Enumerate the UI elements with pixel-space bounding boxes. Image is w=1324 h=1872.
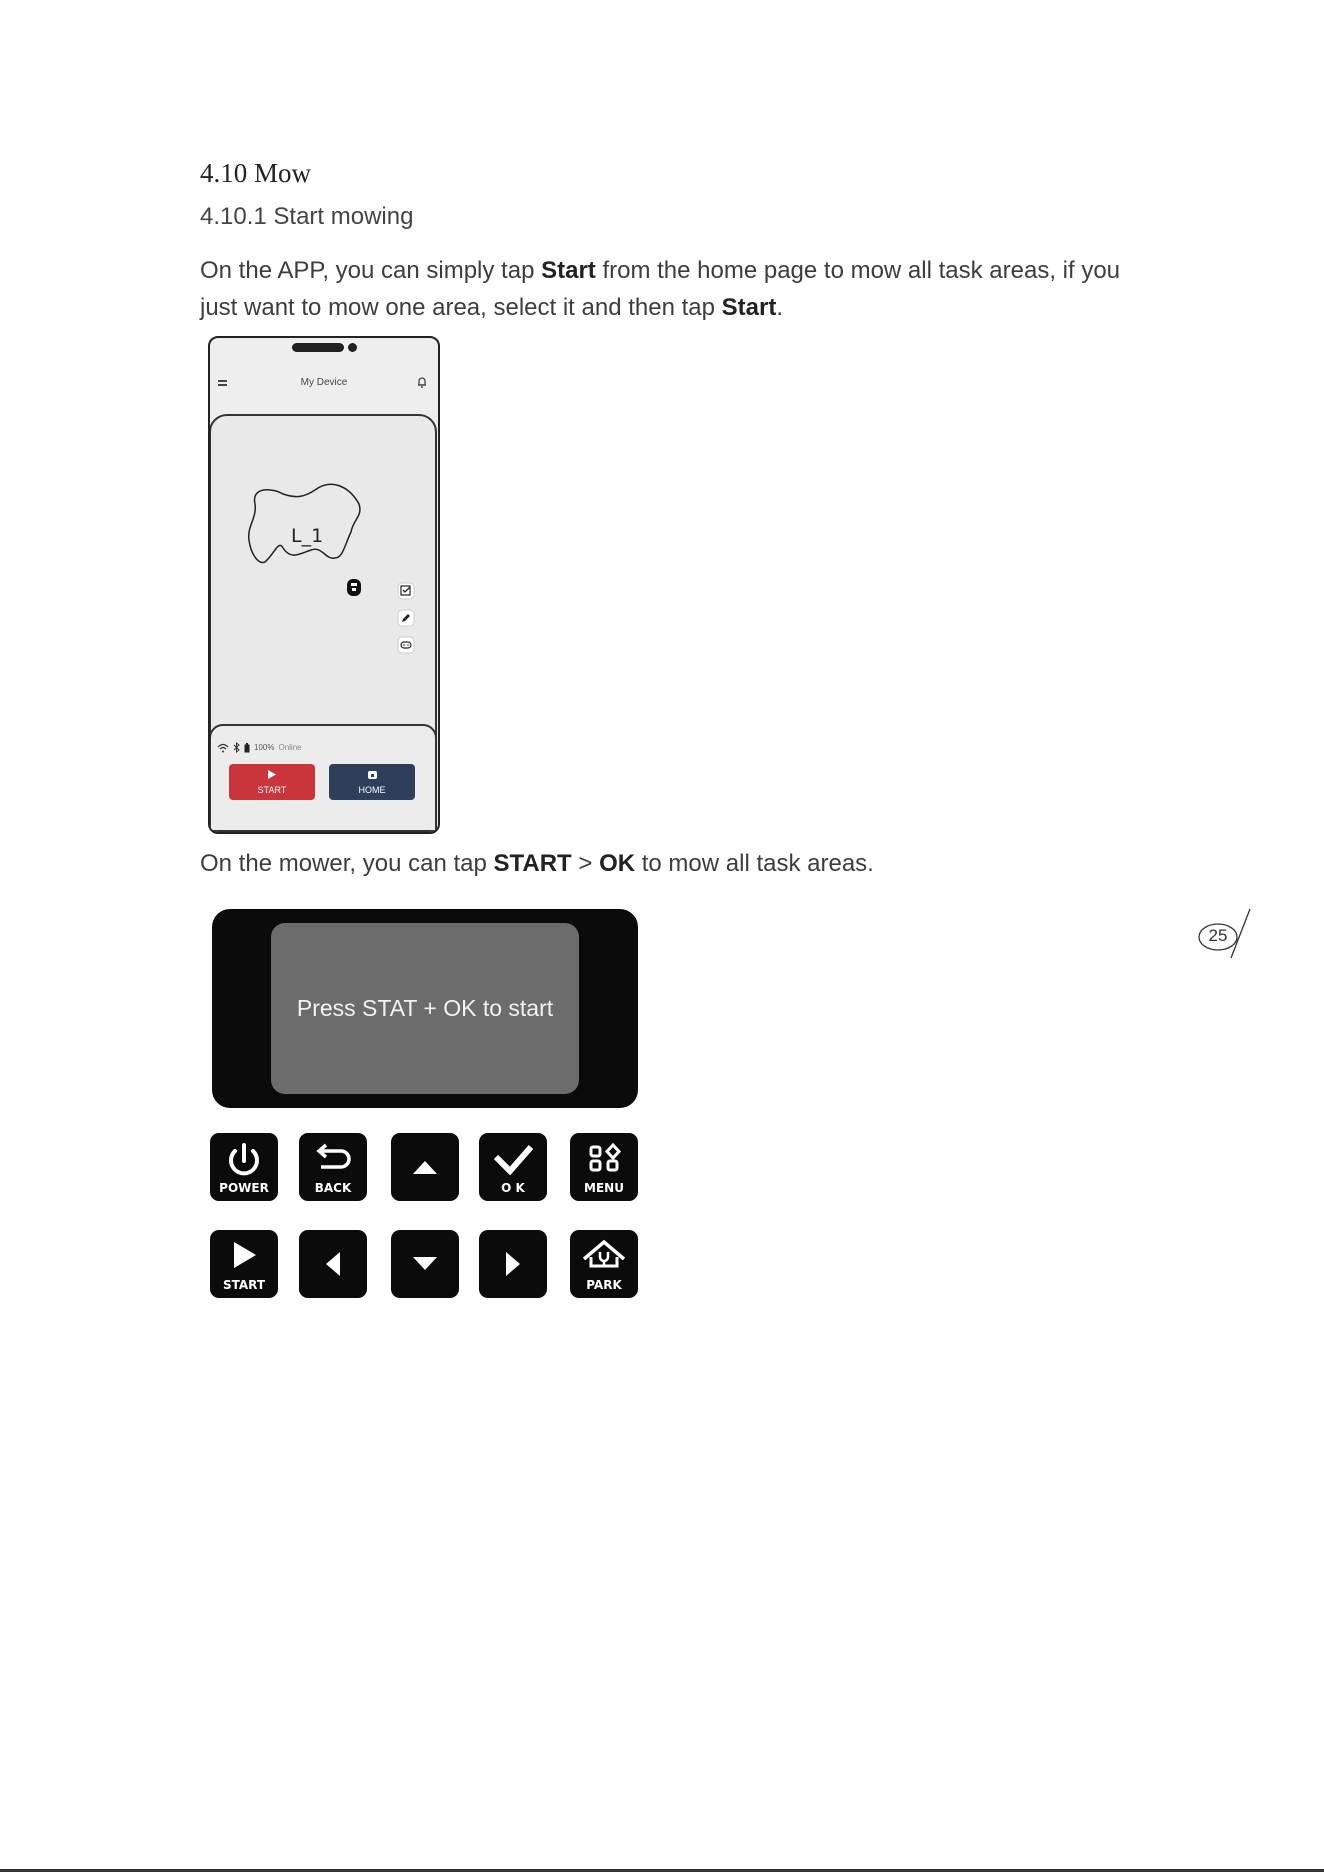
status-row [217, 742, 302, 753]
page-number-badge [1198, 908, 1254, 969]
ok-key[interactable] [479, 1133, 547, 1201]
right-arrow-icon [479, 1230, 547, 1298]
play-icon [267, 769, 277, 780]
mower-icon [345, 576, 363, 598]
zone-map[interactable] [211, 416, 435, 726]
phone-camera [348, 343, 357, 352]
instruction-paragraph-mower: On the mower, you can tap START > OK to mow all task areas. [200, 850, 874, 877]
battery-icon [244, 743, 250, 753]
home-icon [367, 769, 378, 780]
back-key-label: BACK [314, 1181, 352, 1195]
display-screen [271, 923, 579, 1094]
power-key[interactable] [210, 1133, 278, 1201]
check-icon[interactable] [397, 582, 415, 600]
menu-key-label: MENU [584, 1181, 624, 1195]
phone-app-screenshot [208, 336, 440, 834]
menu-key[interactable] [570, 1133, 638, 1201]
bluetooth-icon [233, 742, 240, 753]
start-key[interactable] [210, 1230, 278, 1298]
down-arrow-icon [391, 1230, 459, 1298]
mower-display [212, 909, 638, 1108]
subsection-title: 4.10.1 Start mowing [200, 203, 414, 230]
edit-icon[interactable] [397, 609, 415, 627]
zone-boundary [249, 484, 360, 562]
bell-icon[interactable] [416, 375, 428, 389]
display-message: Press STAT + OK to start [296, 995, 554, 1021]
down-key[interactable] [391, 1230, 459, 1298]
start-button-label: START [257, 785, 287, 795]
park-key[interactable] [570, 1230, 638, 1298]
up-arrow-icon [391, 1133, 459, 1201]
park-key-label: PARK [586, 1278, 622, 1292]
app-title: My Device [300, 377, 348, 388]
ok-key-label: O K [501, 1181, 525, 1195]
left-key[interactable] [299, 1230, 367, 1298]
map-view[interactable] [209, 414, 437, 754]
app-header [210, 372, 438, 394]
instruction-paragraph-app: On the APP, you can simply tap Start from the home page to mow all task areas, if you just want to mow one area, select it and then tap Start. [200, 257, 1121, 321]
left-arrow-icon [299, 1230, 367, 1298]
control-panel [209, 724, 437, 832]
page-number: 25 [1208, 926, 1228, 945]
wifi-icon [217, 743, 229, 753]
up-key[interactable] [391, 1133, 459, 1201]
right-key[interactable] [479, 1230, 547, 1298]
phone-notch [292, 343, 344, 352]
remote-control-icon[interactable] [397, 636, 415, 654]
back-key[interactable] [299, 1133, 367, 1201]
section-title: 4.10 Mow [200, 158, 312, 188]
home-button[interactable] [329, 764, 415, 800]
connection-status: Online [278, 743, 302, 752]
home-button-label: HOME [358, 785, 386, 795]
battery-level: 100% [254, 743, 275, 752]
zone-label[interactable]: L_1 [291, 525, 324, 547]
power-key-label: POWER [219, 1181, 269, 1195]
start-key-label: START [222, 1278, 266, 1292]
start-button[interactable] [229, 764, 315, 800]
